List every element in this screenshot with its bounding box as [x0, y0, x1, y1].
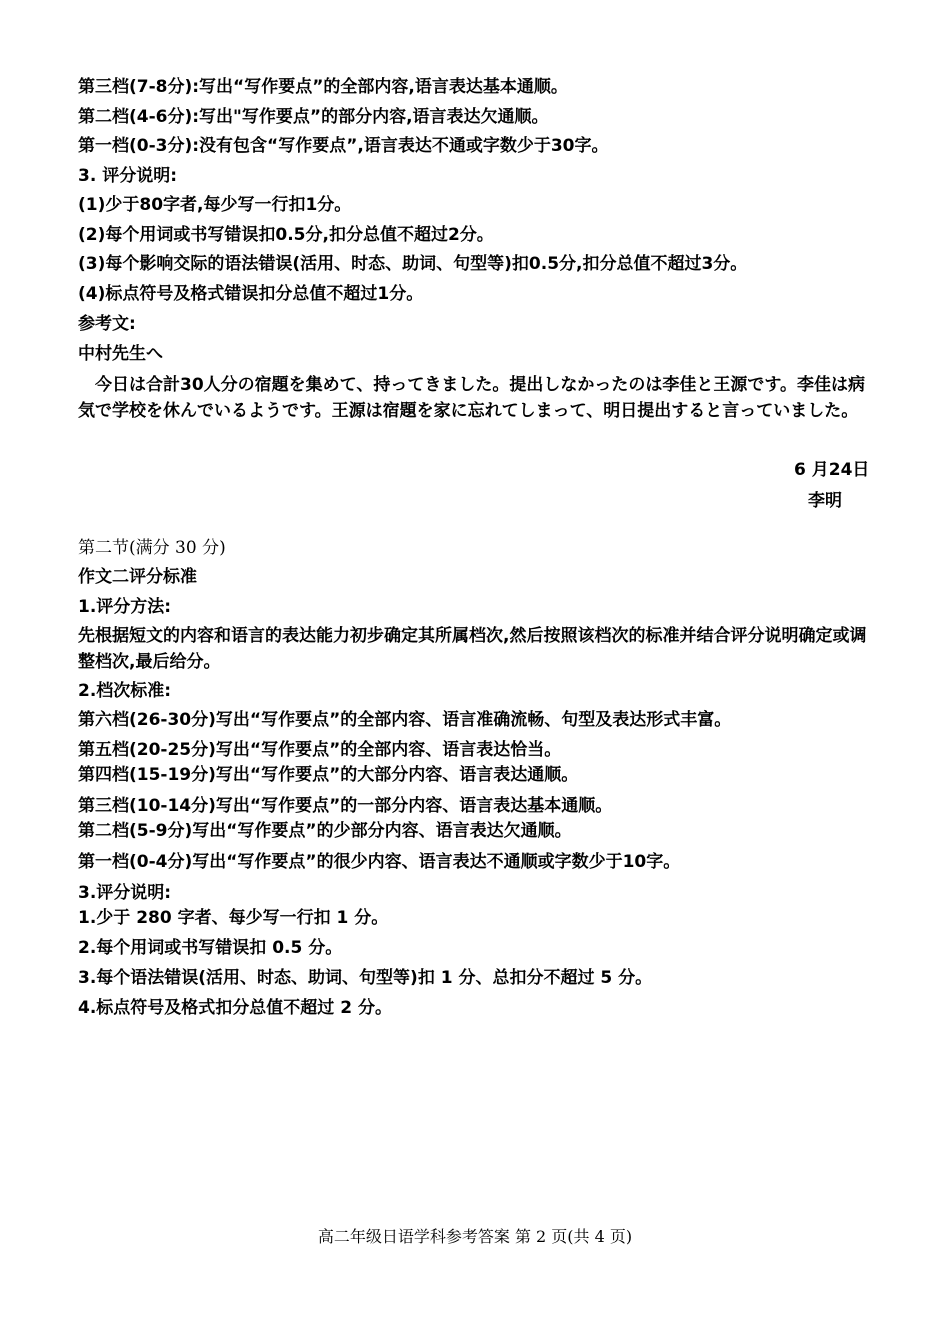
method-heading: 1.评分方法:: [78, 597, 172, 617]
s2-note: 2.每个用词或书写错误扣 0.5 分。: [78, 938, 343, 958]
reference-body: 今日は合計30人分の宿題を集めて、持ってきました。提出しなかったのは李佳と王源です。李佳は病気で学校を休んでいるようです。王源は宿題を家に忘れてしまって、明日提出すると言っていました。: [78, 375, 865, 421]
s2-level-6: 第六档(26-30分)写出“写作要点”的全部内容、语言准确流畅、句型及表达形式丰富。: [78, 710, 732, 730]
s2-note: 4.标点符号及格式扣分总值不超过 2 分。: [78, 998, 392, 1018]
levels-heading: 2.档次标准:: [78, 681, 172, 701]
s2-level-4: 第四档(15-19分)写出“写作要点”的大部分内容、语言表达通顺。: [78, 765, 579, 785]
s1-level-2: 第二档(4-6分):写出"写作要点”的部分内容,语言表达欠通顺。: [78, 107, 549, 127]
s1-notes-heading: 3. 评分说明:: [78, 166, 178, 186]
s1-level-1: 第一档(0-3分):没有包含“写作要点”,语言表达不通或字数少于30字。: [78, 136, 609, 156]
s2-level-3: 第三档(10-14分)写出“写作要点”的一部分内容、语言表达基本通顺。: [78, 796, 613, 816]
method-text: 先根据短文的内容和语言的表达能力初步确定其所属档次,然后按照该档次的标准并结合评分说明确定或调整档次,最后给分。: [78, 626, 867, 672]
s1-level-3: 第三档(7-8分):写出“写作要点”的全部内容,语言表达基本通顺。: [78, 77, 568, 97]
s2-level-2: 第二档(5-9分)写出“写作要点”的少部分内容、语言表达欠通顺。: [78, 821, 572, 841]
reference-salutation: 中村先生へ: [78, 344, 163, 364]
reference-heading: 参考文:: [78, 314, 136, 334]
s2-level-1: 第一档(0-4分)写出“写作要点”的很少内容、语言表达不通顺或字数少于10字。: [78, 852, 681, 872]
reference-date: 6 月24日: [794, 460, 870, 480]
s1-note: (4)标点符号及格式错误扣分总值不超过1分。: [78, 284, 424, 304]
s1-note: (3)每个影响交际的语法错误(活用、时态、助词、句型等)扣0.5分,扣分总值不超过3分。: [78, 254, 748, 274]
s2-notes-heading: 3.评分说明:: [78, 883, 172, 903]
section2-subtitle: 作文二评分标准: [78, 567, 197, 587]
section2-title: 第二节(满分 30 分): [78, 538, 226, 558]
s2-level-5: 第五档(20-25分)写出“写作要点”的全部内容、语言表达恰当。: [78, 740, 562, 760]
s2-note: 3.每个语法错误(活用、时态、助词、句型等)扣 1 分、总扣分不超过 5 分。: [78, 968, 653, 988]
s1-note: (2)每个用词或书写错误扣0.5分,扣分总值不超过2分。: [78, 225, 494, 245]
reference-signature: 李明: [808, 491, 842, 511]
s1-note: (1)少于80字者,每少写一行扣1分。: [78, 195, 352, 215]
s2-note: 1.少于 280 字者、每少写一行扣 1 分。: [78, 908, 389, 928]
page-footer: 高二年级日语学科参考答案 第 2 页(共 4 页): [317, 1227, 633, 1246]
